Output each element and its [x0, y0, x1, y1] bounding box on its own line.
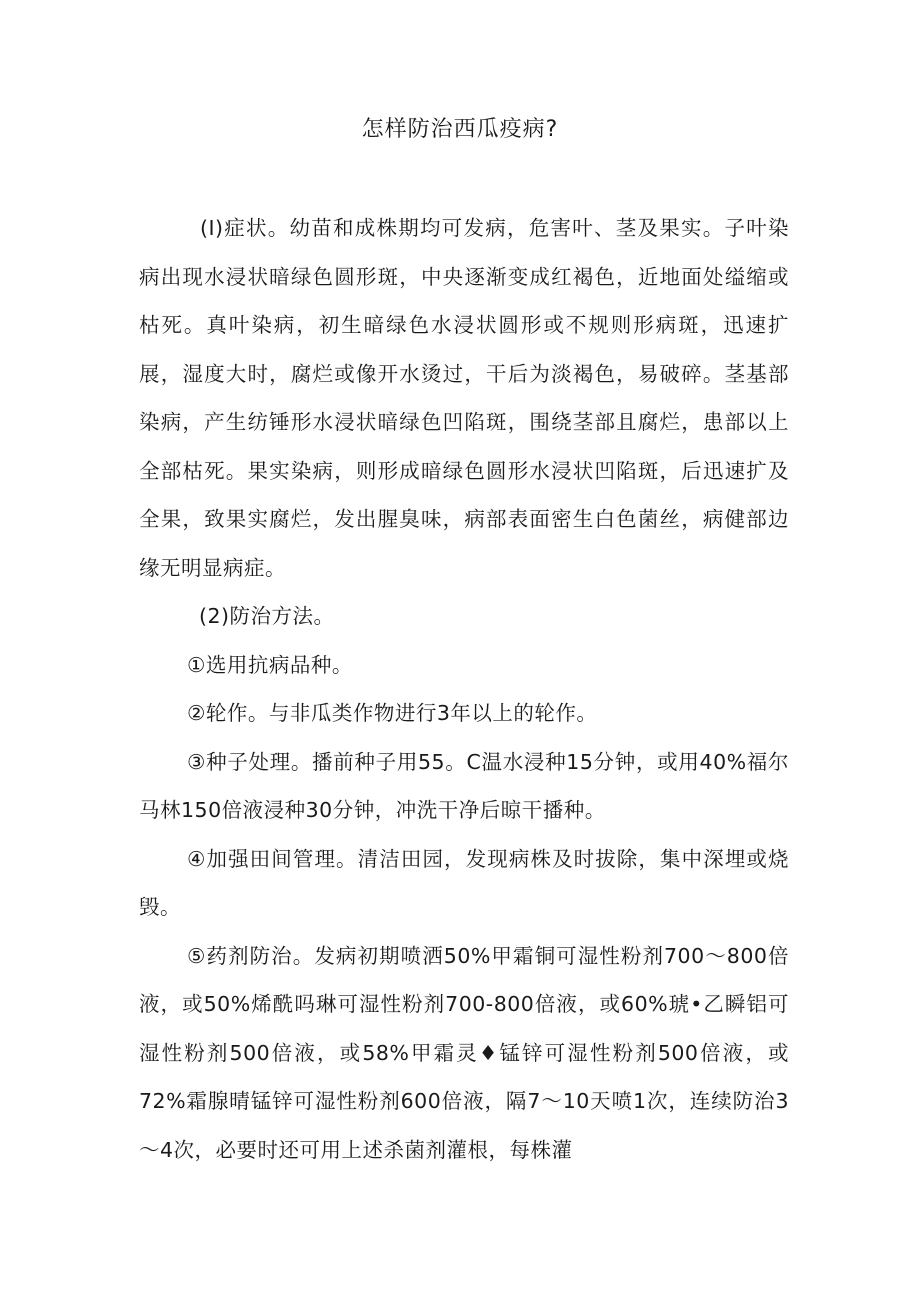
paragraph-field-management: ④加强田间管理。清洁田园，发现病株及时拔除，集中深埋或烧毁。: [139, 846, 789, 919]
paragraph-chemical-control: ⑤药剂防治。发病初期喷洒50%甲霜铜可湿性粉剂700～800倍液，或50%烯酰吗琳可湿性粉剂700-800倍液，或60%琥•乙瞬铝可湿性粉剂500倍液，或58%甲霜灵♦锰锌可湿性粉剂500倍液，或72%霜腺晴锰锌可湿性粉剂600倍液，隔7～10天喷1次，连续防治3～4次，必要时还可用上述杀菌剂灌根，每株灌: [139, 943, 789, 1162]
paragraph-symptoms: (I)症状。幼苗和成株期均可发病，危害叶、茎及果实。子叶染病出现水浸状暗绿色圆形斑，中央逐渐变成红褐色，近地面处缢缩或枯死。真叶染病，初生暗绿色水浸状圆形或不规则形病斑，迅速扩展，湿度大时，腐烂或像开水烫过，干后为淡褐色，易破碎。茎基部染病，产生纺锤形水浸状暗绿色凹陷斑，围绕茎部且腐烂，患部以上全部枯死。果实染病，则形成暗绿色圆形水浸状凹陷斑，后迅速扩及全果，致果实腐烂，发出腥臭味，病部表面密生白色菌丝，病健部边缘无明显病症。: [139, 216, 789, 580]
paragraph-resistant-varieties: ①选用抗病品种。: [187, 652, 353, 677]
paragraph-crop-rotation: ②轮作。与非瓜类作物进行3年以上的轮作。: [187, 701, 598, 725]
paragraph-seed-treatment: ③种子处理。播前种子用55。C温水浸种15分钟，或用40%福尔马林150倍液浸种30分钟，冲洗干净后晾干播种。: [139, 749, 789, 822]
paragraph-control-methods: (2)防治方法。: [199, 604, 335, 628]
page-title: 怎样防治西瓜疫病?: [361, 117, 559, 142]
document-body: [139, 204, 789, 1174]
